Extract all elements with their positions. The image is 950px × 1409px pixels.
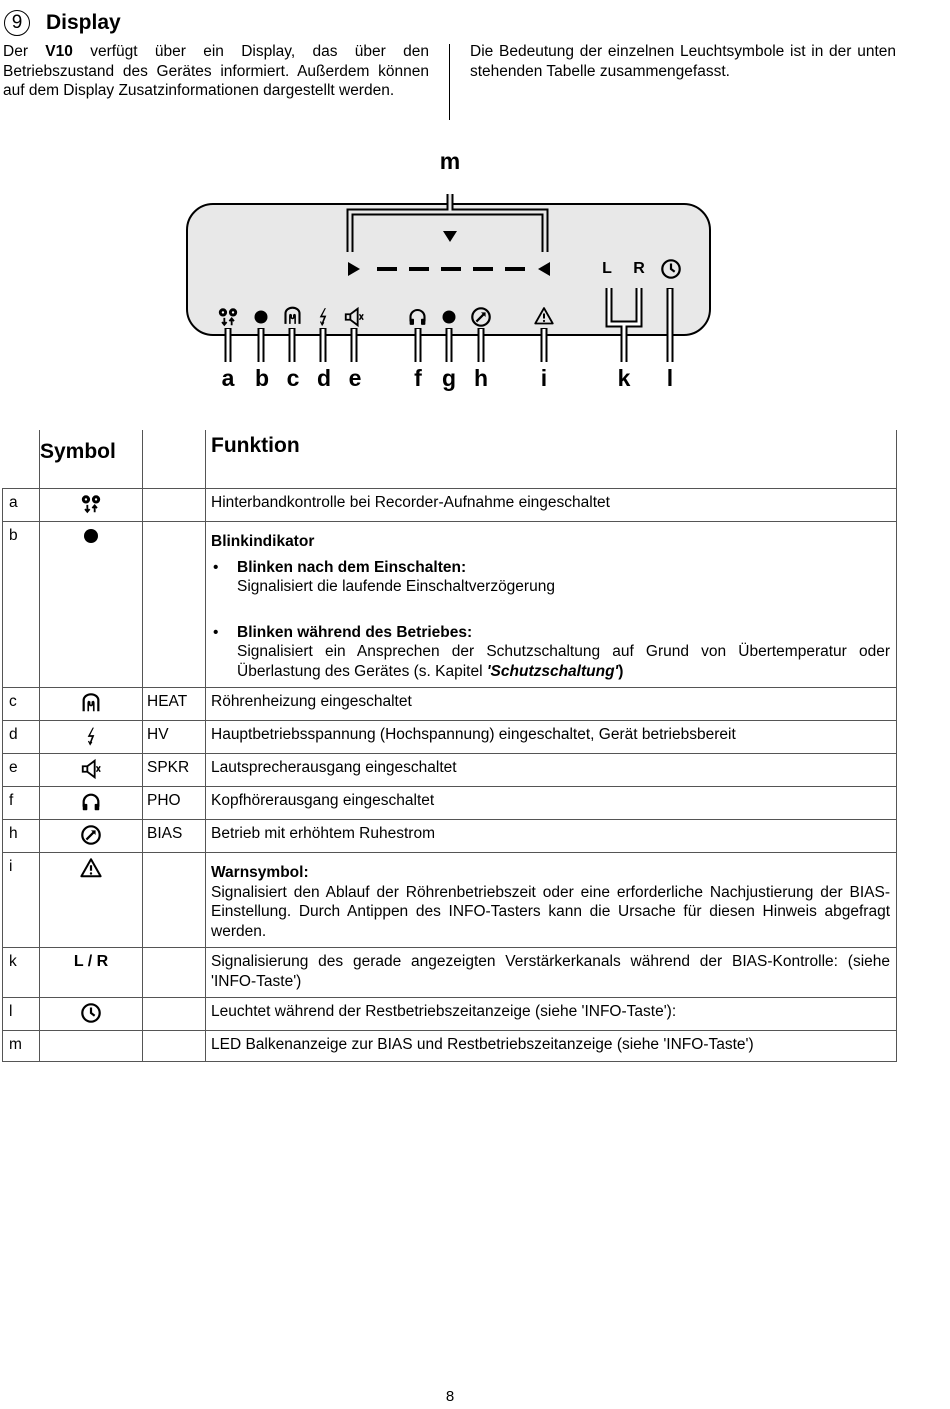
label-e: e: [348, 365, 362, 391]
section-title: Display: [46, 11, 121, 34]
row-function: Lautsprecherausgang eingeschaltet: [206, 754, 897, 787]
row-symbol: [40, 820, 143, 853]
lightning-icon: [81, 725, 101, 747]
row-letter: f: [3, 787, 40, 820]
row-abbr: PHO: [143, 787, 206, 820]
row-letter: h: [3, 820, 40, 853]
row-letter: l: [3, 998, 40, 1031]
row-symbol: [40, 853, 143, 948]
row-letter: a: [3, 489, 40, 522]
page-number: 8: [445, 1388, 455, 1405]
label-k: k: [617, 365, 631, 391]
bullet-title: • Blinken während des Betriebes:: [237, 623, 473, 641]
display-panel: [0, 140, 950, 400]
label-m: m: [439, 148, 461, 174]
table-row: [3, 787, 897, 820]
row-abbr: HEAT: [143, 688, 206, 721]
label-g: g: [441, 365, 457, 391]
section-number: 9: [4, 10, 30, 36]
row-function: [206, 853, 897, 948]
row-letter: k: [3, 948, 40, 998]
row-function: Leuchtet während der Restbetriebszeitanzeige (siehe 'INFO-Taste'):: [206, 998, 897, 1031]
bullet-text-end: ): [618, 662, 624, 680]
row-symbol: [40, 754, 143, 787]
row-symbol: [40, 489, 143, 522]
row-letter: b: [3, 522, 40, 688]
intro-text: Der: [3, 43, 46, 60]
row-symbol: [40, 721, 143, 754]
model-name: V10: [45, 43, 73, 60]
chapter-reference: 'Schutzschaltung': [486, 662, 619, 680]
label-f: f: [414, 365, 422, 391]
bullet-text: Signalisiert die laufende Einschaltverzögerung: [237, 578, 555, 595]
row-symbol: [40, 998, 143, 1031]
symbol-table: [2, 430, 897, 1062]
channel-L: L: [602, 260, 612, 277]
row-title: Blinkindikator: [211, 533, 315, 550]
label-c: c: [286, 365, 300, 391]
row-abbr: HV: [143, 721, 206, 754]
row-letter: e: [3, 754, 40, 787]
row-letter: i: [3, 853, 40, 948]
speaker-icon: [80, 758, 102, 780]
section-heading: [4, 8, 121, 38]
bullet-item: [211, 558, 890, 597]
table-row: [3, 853, 897, 948]
bullet-text-main: Signalisiert ein Ansprechen der Schutzschaltung auf Grund von Übertemperatur oder Überlastung des Gerätes (s. Kapitel: [237, 643, 890, 680]
warning-icon: [79, 857, 103, 879]
row-symbol: [40, 787, 143, 820]
table-row: [3, 948, 897, 998]
heater-icon: [80, 692, 102, 714]
row-function: Betrieb mit erhöhtem Ruhestrom: [206, 820, 897, 853]
row-abbr: [143, 522, 206, 688]
table-row: [3, 522, 897, 688]
label-h: h: [473, 365, 489, 391]
display-diagram: [0, 140, 950, 400]
row-function: Kopfhörerausgang eingeschaltet: [206, 787, 897, 820]
bullet-item: [211, 623, 890, 682]
row-letter: d: [3, 721, 40, 754]
row-abbr: [143, 948, 206, 998]
header-function: Funktion: [206, 430, 897, 489]
channel-R: R: [633, 260, 645, 277]
row-abbr: [143, 489, 206, 522]
header-blank: [143, 430, 206, 489]
row-symbol: [40, 522, 143, 688]
row-letter: c: [3, 688, 40, 721]
label-i: i: [540, 365, 548, 391]
table-row: [3, 721, 897, 754]
row-function: Signalisierung des gerade angezeigten Verstärkerkanals während der BIAS-Kontrolle: (siehe 'INFO-Taste'): [206, 948, 897, 998]
table-row: [3, 998, 897, 1031]
intro-text: verfügt über ein Display, das über den Betriebszustand des Gerätes informiert. Außerdem können auf dem Display Zusatzinformationen dargestellt werden.: [3, 43, 429, 99]
dot-icon: [255, 311, 268, 324]
table-row: [3, 754, 897, 787]
dot-icon: [443, 311, 456, 324]
gauge-icon: [80, 824, 102, 846]
row-function: Hinterbandkontrolle bei Recorder-Aufnahme eingeschaltet: [206, 489, 897, 522]
table-row: [3, 1031, 897, 1062]
row-abbr: [143, 1031, 206, 1062]
intro-right: Die Bedeutung der einzelnen Leuchtsymbole ist in der unten stehenden Tabelle zusammengefasst.: [470, 43, 896, 80]
row-abbr: [143, 998, 206, 1031]
row-text: Signalisiert den Ablauf der Röhrenbetriebszeit oder eine erforderliche Nachjustierung der BIAS-Einstellung. Durch Antippen des INFO-Tasters kann die Ursache für diesen Hinweis abgefragt werden.: [211, 883, 890, 940]
row-abbr: [143, 853, 206, 948]
row-function: LED Balkenanzeige zur BIAS und Restbetriebszeitanzeige (siehe 'INFO-Taste'): [206, 1031, 897, 1062]
header-symbol: Symbol: [40, 430, 143, 489]
row-symbol: [40, 688, 143, 721]
table-row: [3, 688, 897, 721]
dot-icon: [83, 528, 99, 544]
label-l: l: [666, 365, 674, 391]
row-function: Hauptbetriebsspannung (Hochspannung) eingeschaltet, Gerät betriebsbereit: [206, 721, 897, 754]
row-letter: m: [3, 1031, 40, 1062]
row-function: [206, 522, 897, 688]
header-blank: [3, 430, 40, 489]
table-header: [3, 430, 897, 489]
clock-icon: [80, 1002, 102, 1024]
headphones-icon: [80, 791, 102, 813]
table-row: [3, 489, 897, 522]
row-abbr: BIAS: [143, 820, 206, 853]
row-abbr: SPKR: [143, 754, 206, 787]
label-d: d: [316, 365, 332, 391]
tape-monitor-icon: [79, 493, 103, 515]
label-b: b: [254, 365, 270, 391]
row-title: Warnsymbol:: [211, 864, 309, 881]
bullet-text: [237, 642, 890, 681]
row-symbol: [40, 1031, 143, 1062]
bullet-title: • Blinken nach dem Einschalten:: [237, 558, 467, 576]
row-function: Röhrenheizung eingeschaltet: [206, 688, 897, 721]
label-a: a: [221, 365, 235, 391]
table-row: [3, 820, 897, 853]
channel-symbol: L / R: [40, 948, 143, 998]
intro-left: [3, 42, 429, 101]
column-divider: [449, 44, 450, 120]
